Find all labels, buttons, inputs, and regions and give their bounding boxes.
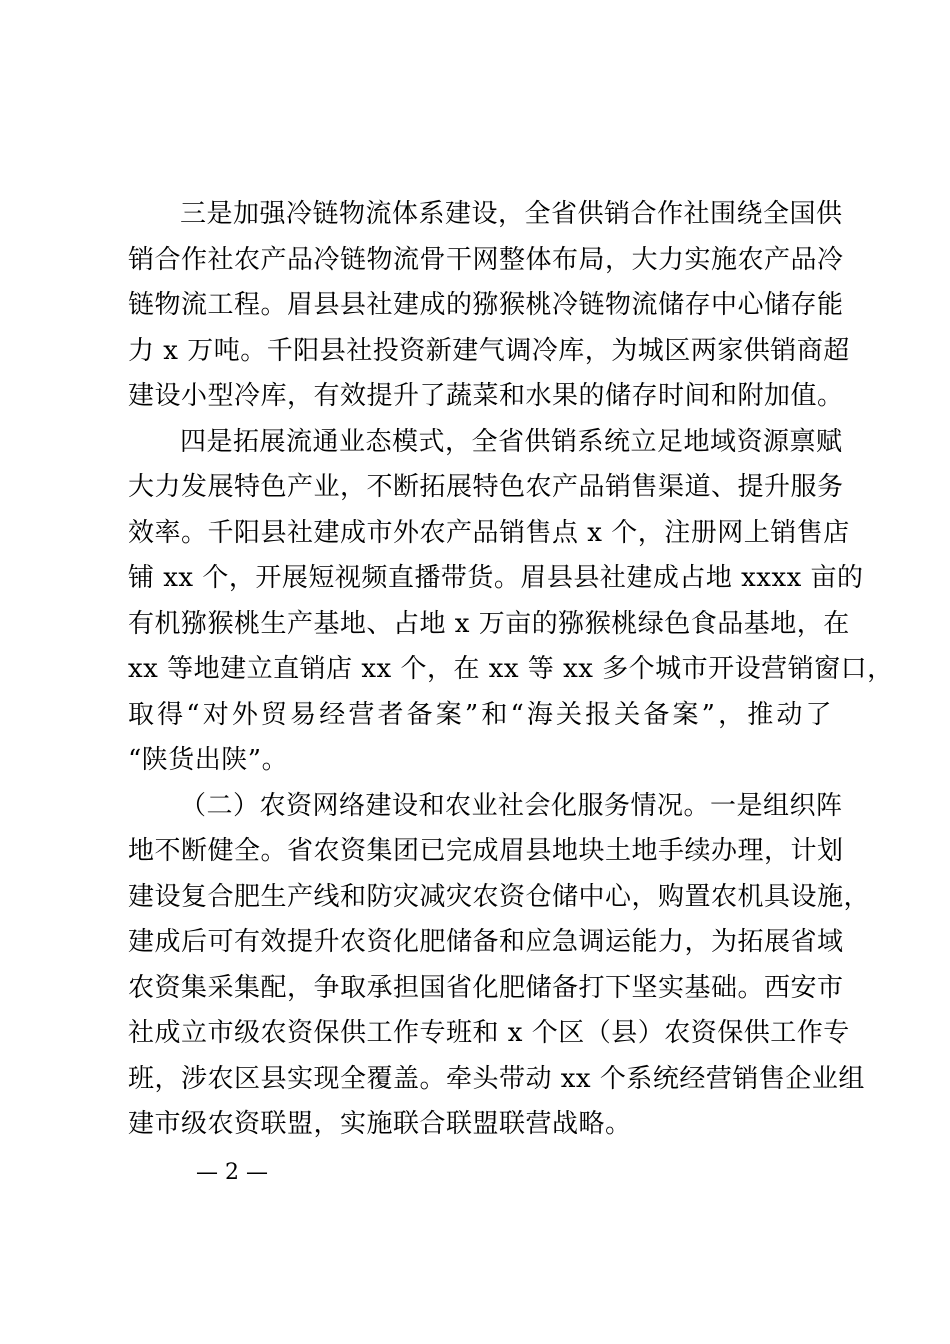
text-line: 建市级农资联盟，实施联合联盟联营战略。: [128, 1109, 632, 1139]
text-line: 建成后可有效提升农资化肥储备和应急调运能力，为拓展省域: [128, 927, 844, 957]
text-line: 销合作社农产品冷链物流骨干网整体布局，大力实施农产品冷: [128, 244, 844, 275]
text-line: 取得“对外贸易经营者备案”和“海关报关备案”，推动了: [128, 699, 832, 730]
text-line: 四是拓展流通业态模式，全省供销系统立足地域资源禀赋: [180, 426, 843, 457]
text-line: （二）农资网络建设和农业社会化服务情况。一是组织阵: [180, 790, 843, 821]
page-number: — 2 —: [196, 1160, 268, 1185]
text-line: 建设复合肥生产线和防灾减灾农资仓储中心，购置农机具设施，: [128, 881, 871, 912]
text-line: 三是加强冷链物流体系建设，全省供销合作社围绕全国供: [180, 199, 843, 229]
text-line: 力 x 万吨。千阳县社投资新建气调冷库，为城区两家供销商超: [128, 335, 850, 366]
paragraph-agri-supplies: [128, 784, 871, 1148]
text-line: 有机猕猴桃生产基地、占地 x 万亩的猕猴桃绿色食品基地，在: [128, 608, 850, 639]
text-line: 铺 xx 个，开展短视频直播带货。眉县县社建成占地 xxxx 亩的: [128, 563, 864, 593]
text-line: 大力发展特色产业，不断拓展特色农产品销售渠道、提升服务: [128, 472, 844, 502]
text-line: xx 等地建立直销店 xx 个，在 xx 等 xx 多个城市开设营销窗口，: [128, 654, 894, 684]
text-line: 效率。千阳县社建成市外农产品销售点 x 个，注册网上销售店: [128, 517, 850, 548]
document-body: [128, 192, 894, 1148]
paragraph-cold-chain: [128, 192, 850, 420]
text-line: 班，涉农区县实现全覆盖。牵头带动 xx 个系统经营销售企业组: [128, 1063, 865, 1094]
paragraph-distribution: [128, 420, 894, 784]
text-line: 社成立市级农资保供工作专班和 x 个区（县）农资保供工作专: [128, 1018, 850, 1048]
text-line: 农资集采集配，争取承担国省化肥储备打下坚实基础。西安市: [128, 972, 844, 1003]
text-line: “陕货出陕”。: [128, 745, 289, 775]
text-line: 链物流工程。眉县县社建成的猕猴桃冷链物流储存中心储存能: [128, 290, 844, 320]
text-line: 建设小型冷库，有效提升了蔬菜和水果的储存时间和附加值。: [128, 381, 844, 411]
text-line: 地不断健全。省农资集团已完成眉县地块土地手续办理，计划: [128, 836, 844, 866]
